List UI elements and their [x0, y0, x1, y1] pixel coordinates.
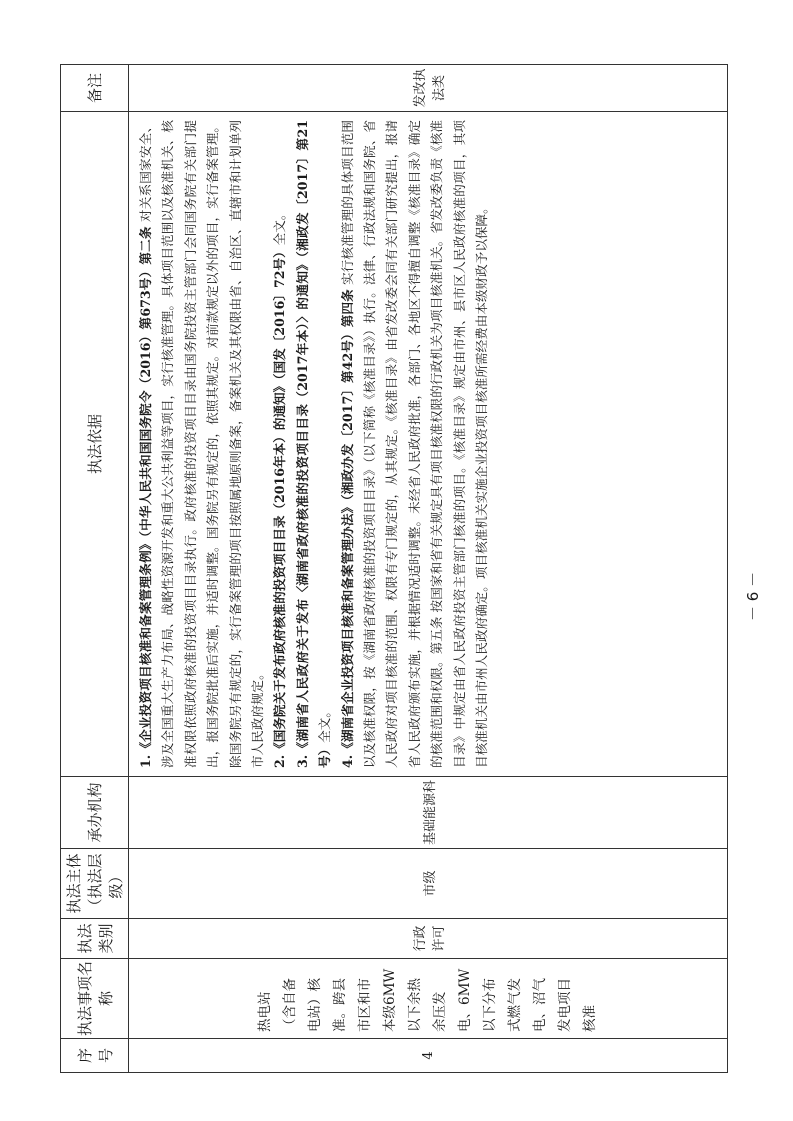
row-note: 发改执法类 [129, 65, 728, 112]
header-type: 执法类别 [61, 919, 129, 959]
page-number: － 6 － [744, 571, 762, 621]
header-basis: 执法依据 [61, 112, 129, 777]
basis-item-1 [135, 120, 269, 768]
row-seq: 4 [129, 1039, 728, 1073]
basis-item-2 [269, 120, 291, 768]
header-subject: 执法主体（执法层级） [61, 849, 129, 919]
basis-item-4-body: 实行核准管理的具体项目范围以及核准权限，按《湖南省政府核准的投资项目目录》（以下简称《核准目录》）执行。法律、行政法规和国务院、省人民政府对项目核准的范围、权限有专门规定的，从其规定。《核准目录》由省发改委会同有关部门研究提出，报请省人民政府颁布实施，并根据情况适时调整。未经省人民政府批准，各部门、各地区不得擅自调整《核准目录》确定的核准范围和权限。第五条 按国家和省有关规定具有项目核准权限的行政机关为项目核准机关。省发改委负责《核准目录》中规定由省人民政府投资主管部门核准的项目。《核准目录》规定由市州、县市区人民政府核准的项目，其项目核准机关由市州人民政府确定。项目核准机关实施企业投资项目核准所需经费由本级财政予以保障。 [339, 120, 490, 768]
row-basis [129, 112, 728, 777]
enforcement-table [60, 64, 728, 1073]
header-row [61, 65, 129, 1073]
row-type: 行政许可 [129, 919, 728, 959]
basis-item-2-body: 全文。 [272, 207, 288, 246]
basis-item-4-title: 4.《湖南省企业投资项目核准和备案管理办法》（湘政办发〔2017〕第42号）第四条 [339, 289, 355, 768]
basis-item-3 [292, 120, 337, 768]
basis-item-4 [337, 120, 494, 768]
basis-item-1-body: 对关系国家安全、涉及全国重大生产力布局、战略性资源开发和重大公共利益等项目，实行核准管理。具体项目范围以及核准机关、核准权限依照政府核准的投资项目目录执行。政府核准的投资项目目录由国务院投资主管部门会同国务院有关部门提出，报国务院批准后实施，并适时调整。国务院另有规定的，依照其规定。对前款规定以外的项目，实行备案管理。除国务院另有规定的，实行备案管理的项目按照属地原则备案，备案机关及其权限由省、自治区、直辖市和计划单列市人民政府规定。 [138, 119, 266, 768]
header-org: 承办机构 [61, 777, 129, 849]
basis-item-3-title: 3.《湖南省人民政府关于发布〈湖南省政府核准的投资项目目录（2017年本）〉的通知》（湘政发〔2017〕第21号） [294, 120, 333, 768]
row-org: 基础能源科 [129, 777, 728, 849]
table-row [129, 65, 728, 1073]
basis-item-2-title: 2.《国务院关于发布政府核准的投资项目目录（2016年本）的通知》（国发〔2016〕72号） [272, 245, 288, 768]
row-subject: 市级 [129, 849, 728, 919]
row-item-name: 热电站（含自备电站）核准。跨县市区和市本级6MW以下余热余压发电、6MW以下分布式燃气发电、沼气发电项目核准 [129, 959, 728, 1039]
basis-item-1-title: 1.《企业投资项目核准和备案管理条例》（中华人民共和国国务院令（2016）第673号）第二条 [138, 226, 153, 768]
header-name: 执法事项名称 [61, 959, 129, 1039]
header-note: 备注 [61, 65, 129, 112]
basis-item-3-body: 全文。 [317, 705, 333, 743]
header-seq: 序号 [61, 1039, 129, 1073]
